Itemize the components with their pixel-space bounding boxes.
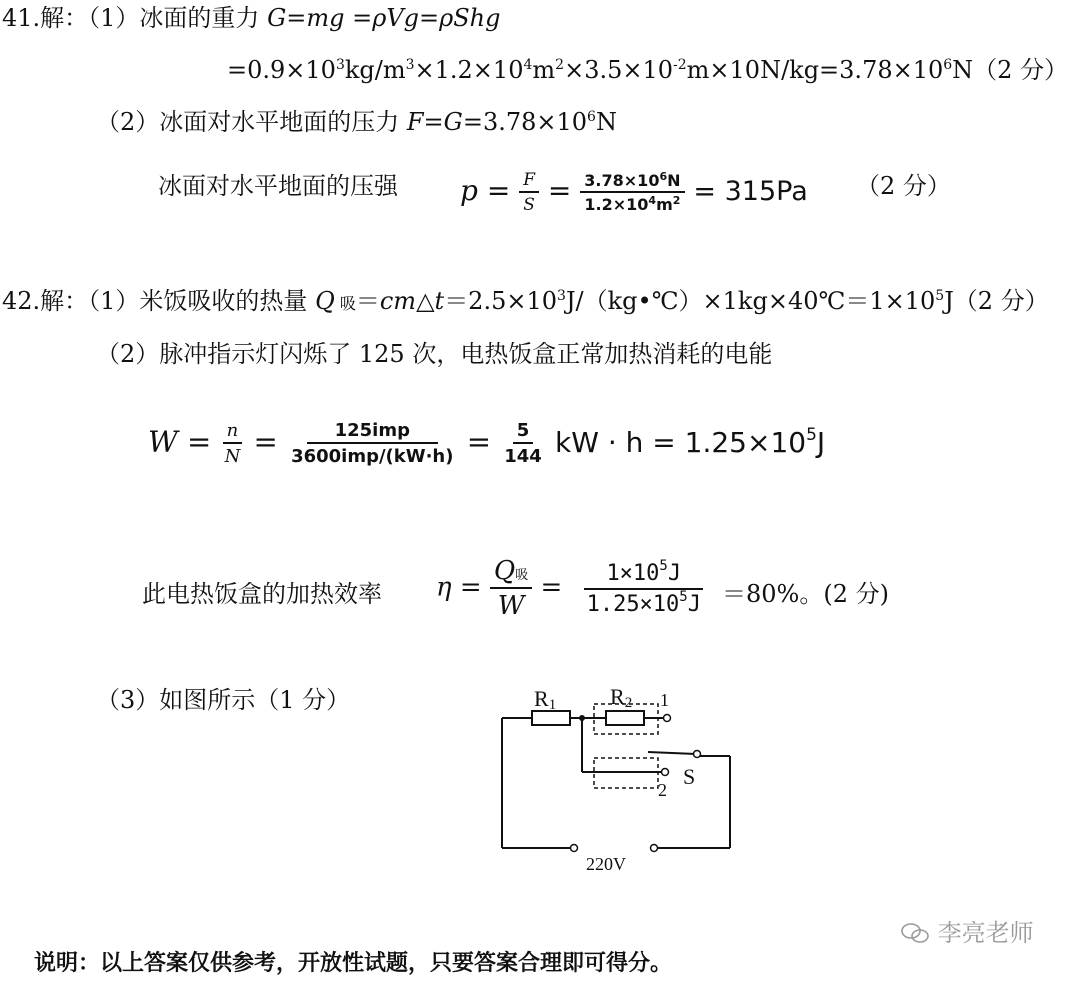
footnote: 说明：以上答案仅供参考，开放性试题，只要答案合理即可得分。 [34,951,673,976]
label-terminal-2: 2 [658,780,667,800]
label-r1: R1 [534,686,557,713]
q41-calc-line: $=0.9\times 10^3kg/m^3\times 1.2\times 10^4m^2\times 3.5\times 10^{-2}m\times 10N/kg=3.78\times 10^6N(2$ 分） [227,56,1069,84]
wechat-icon [900,921,930,945]
q42-efficiency-formula: η = $\frac{\text{Q吸}}{W}$ = $\frac{1\times 10^5J}{1.25\times 10^5J}$ [436,556,705,621]
q41-part2-line: （2）冰面对水平地面的压力 $F=G=3.78\times 10^6N$ [96,108,617,136]
supply-terminal-left [571,845,578,852]
supply-terminal-right [651,845,658,852]
q41-f-over-s: $\frac{F}{S}$ [519,170,539,215]
q42-part3-line: （3）如图所示（1 分） [96,686,351,714]
q42-5-over-144: $\frac{5}{144}$ [504,420,542,467]
q41-line1: 41.解：（1）冰面的重力 G=mg =ρVg=ρShg [2,4,501,32]
label-voltage: 220V [586,854,626,874]
q41-pressure-label: 冰面对水平地面的压强 [158,172,398,200]
q41-value-fraction: $\frac{3.78\times 10^6N}{1.2\times 10^4m^2}$ [580,171,684,214]
q42-efficiency-result: ＝80%。(2 分) [722,580,889,608]
q42-n-over-N: $\frac{n}{N}$ [224,420,241,467]
q41-pressure-score: （2 分） [856,172,951,200]
resistor-r2 [606,711,644,725]
q42-line1: 42.解：（1）米饭吸收的热量 Q 吸$=cm\triangle t=2.5\times 10^3J/(kg•℃)\times 1kg\times 40℃=1\times 10^5J(2$ 分） [2,287,1049,315]
q41-pressure-formula: p = $\frac{F}{S}$ = $\frac{3.78\times 10^6N}{1.2\times 10^4m^2}$ = 315Pa [460,170,808,215]
q42-efficiency-label: 此电热饭盒的加热效率 [142,580,382,608]
circuit-diagram [490,680,750,880]
q42-q-over-w: $\frac{\text{Q吸}}{W}$ [490,556,532,621]
q41-pressure-result: = 315Pa [693,176,808,207]
q42-j-fraction: $\frac{1\times 10^5J}{1.25\times 10^5J}$ [583,561,705,617]
label-switch-s: S [683,764,696,789]
watermark: 李亮老师 [900,918,1034,948]
q41-gravity-formula: G=mg =ρVg=ρShg [267,4,501,32]
terminal-1 [664,715,671,722]
resistor-r1 [532,711,570,725]
switch-pivot [694,751,701,758]
q42-imp-fraction: $\frac{\text{125imp}}{\text{3600imp/(kW·h)}}$ [291,420,454,467]
q42-part2-line: （2）脉冲指示灯闪烁了 125 次，电热饭盒正常加热消耗的电能 [96,340,773,368]
q42-energy-formula: W = $\frac{n}{N}$ = $\frac{\text{125imp}}{\text{3600imp/(kW·h)}}$ = $\frac{5}{144}$ kW · $h = 1.25\times 10^5J$ [148,420,826,467]
junction-dot [579,715,585,721]
terminal-2 [662,769,669,776]
label-terminal-1: 1 [660,690,669,710]
label-r2: R2 [610,684,633,711]
switch-blade [648,752,696,754]
